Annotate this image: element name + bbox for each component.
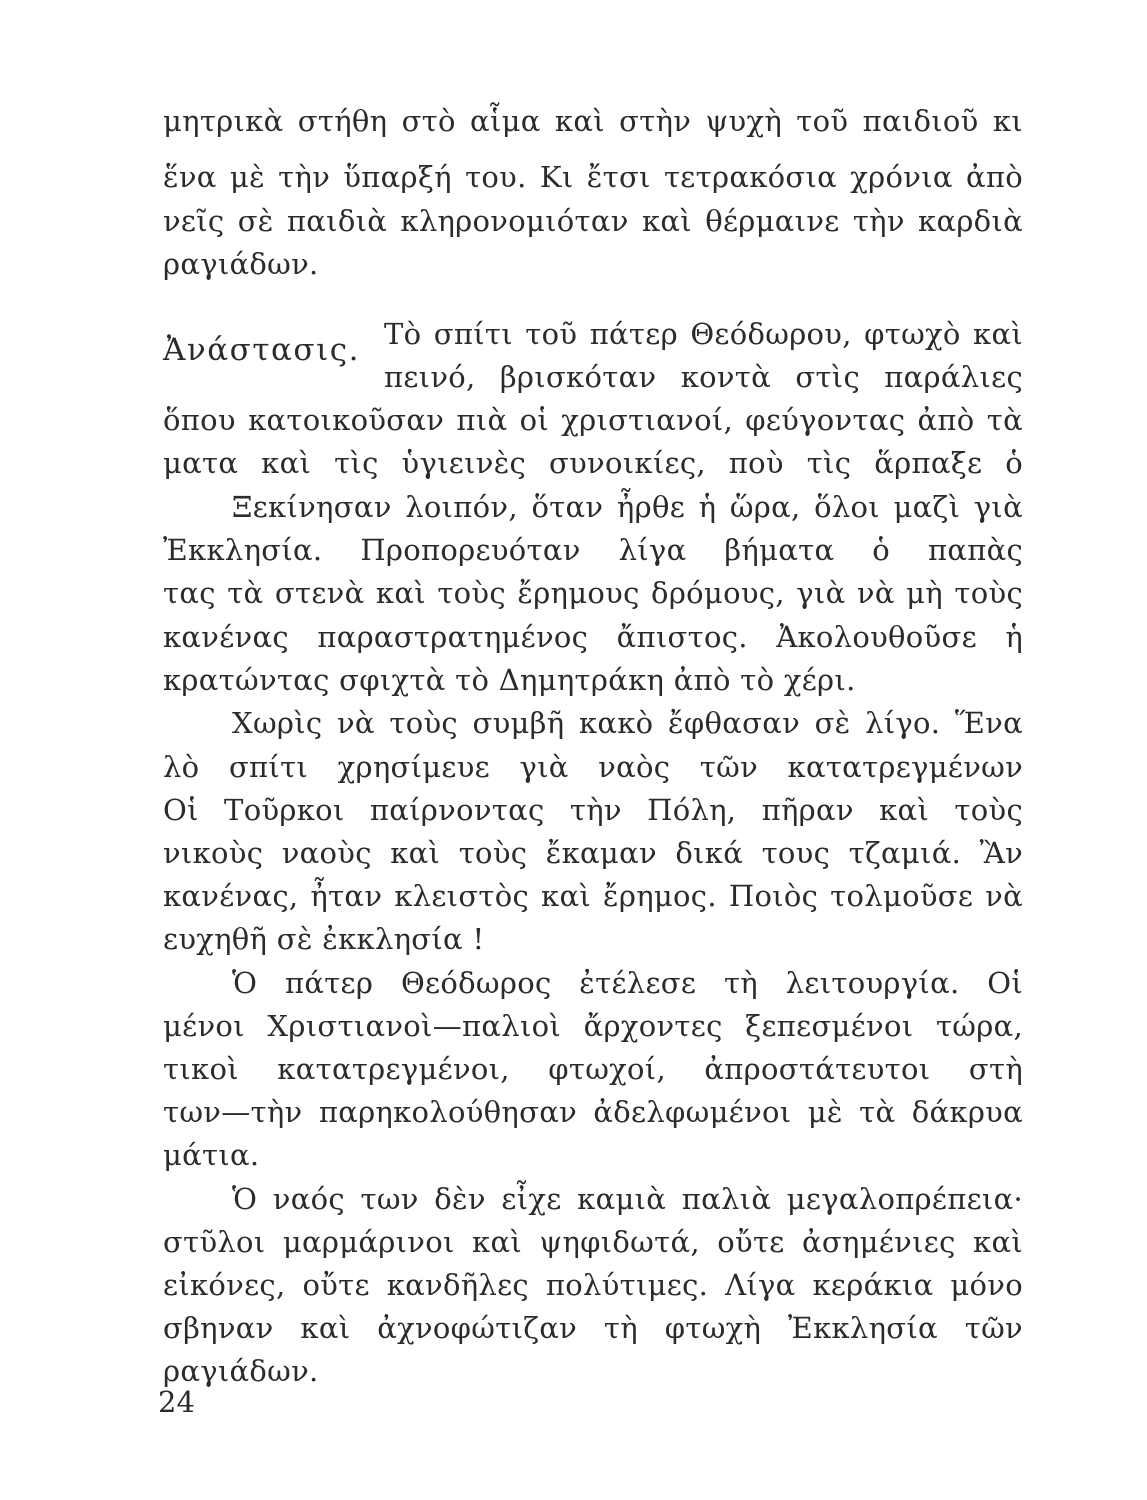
text-line: σβηναν καὶ ἀχνοφώτιζαν τὴ φτωχὴ Ἐκκλησία τῶν bbox=[163, 1311, 1023, 1345]
text-line: μάτια. bbox=[163, 1138, 260, 1172]
text-line: μητρικὰ στήθη στὸ αἷμα καὶ στὴν ψυχὴ τοῦ παιδιοῦ κι bbox=[163, 104, 1023, 138]
text-line: λὸ σπίτι χρησίμευε γιὰ ναὸς τῶν κατατρεγμένων bbox=[163, 750, 1023, 784]
text-line: ματα καὶ τὶς ὑγιεινὲς συνοικίες, ποὺ τὶς ἅρπαξε ὁ bbox=[163, 446, 1023, 480]
text-line: νεῖς σὲ παιδιὰ κληρονομιόταν καὶ θέρμαινε τὴν καρδιὰ bbox=[163, 204, 1023, 238]
text-line: πεινό, βρισκόταν κοντὰ στὶς παράλιες bbox=[384, 360, 1023, 394]
text-line: κανένας, ἦταν κλειστὸς καὶ ἔρημος. Ποιὸς τολμοῦσε νὰ bbox=[163, 879, 1023, 913]
text-line: Ὁ πάτερ Θεόδωρος ἐτέλεσε τὴ λειτουργία. Οἱ bbox=[232, 966, 1023, 1000]
text-line: Ἐκκλησία. Προπορευόταν λίγα βήματα ὁ παπὰς bbox=[163, 533, 1023, 567]
text-line: Ὁ ναός των δὲν εἶχε καμιὰ παλιὰ μεγαλοπρέπεια· bbox=[232, 1182, 1023, 1216]
page-number: 24 bbox=[158, 1385, 195, 1419]
text-line: Χωρὶς νὰ τοὺς συμβῆ κακὸ ἔφθασαν σὲ λίγο. Ἕνα bbox=[232, 706, 1023, 740]
text-line: εἰκόνες, οὔτε κανδῆλες πολύτιμες. Λίγα κεράκια μόνο bbox=[163, 1268, 1023, 1302]
text-line: τικοὶ κατατρεγμένοι, φτωχοί, ἀπροστάτευτοι στὴ bbox=[163, 1052, 1023, 1086]
text-line: τας τὰ στενὰ καὶ τοὺς ἔρημους δρόμους, γιὰ νὰ μὴ τοὺς bbox=[163, 576, 1023, 610]
text-line: ἕνα μὲ τὴν ὕπαρξή του. Κι ἔτσι τετρακόσια χρόνια ἀπὸ bbox=[163, 160, 1023, 194]
text-line: μένοι Χριστιανοὶ—παλιοὶ ἄρχοντες ξεπεσμένοι τώρα, bbox=[163, 1009, 1023, 1043]
text-line: ραγιάδων. bbox=[163, 247, 319, 281]
text-line: νικοὺς ναοὺς καὶ τοὺς ἔκαμαν δικά τους τζαμιά. Ἂν bbox=[163, 836, 1023, 870]
text-line: κανένας παραστρατημένος ἄπιστος. Ἀκολουθοῦσε ἡ bbox=[163, 620, 1023, 654]
text-line: ὅπου κατοικοῦσαν πιὰ οἱ χριστιανοί, φεύγοντας ἀπὸ τὰ bbox=[163, 403, 1023, 437]
text-line: ευχηθῆ σὲ ἐκκλησία ! bbox=[163, 922, 485, 956]
text-line: Οἱ Τοῦρκοι παίρνοντας τὴν Πόλη, πῆραν καὶ τοὺς bbox=[163, 793, 1023, 827]
text-line: ραγιάδων. bbox=[163, 1354, 319, 1388]
text-line: στῦλοι μαρμάρινοι καὶ ψηφιδωτά, οὔτε ἀσημένιες καὶ bbox=[163, 1225, 1023, 1259]
text-line: Ξεκίνησαν λοιπόν, ὅταν ἦρθε ἡ ὥρα, ὅλοι μαζὶ γιὰ bbox=[232, 490, 1023, 524]
text-line: των—τὴν παρηκολούθησαν ἀδελφωμένοι μὲ τὰ δάκρυα bbox=[163, 1095, 1023, 1129]
text-line: κρατώντας σφιχτὰ τὸ Δημητράκη ἀπὸ τὸ χέρι. bbox=[163, 663, 856, 697]
side-heading: Ἀνάστασις. bbox=[163, 332, 360, 368]
text-line: Τὸ σπίτι τοῦ πάτερ Θεόδωρου, φτωχὸ καὶ bbox=[384, 317, 1023, 351]
